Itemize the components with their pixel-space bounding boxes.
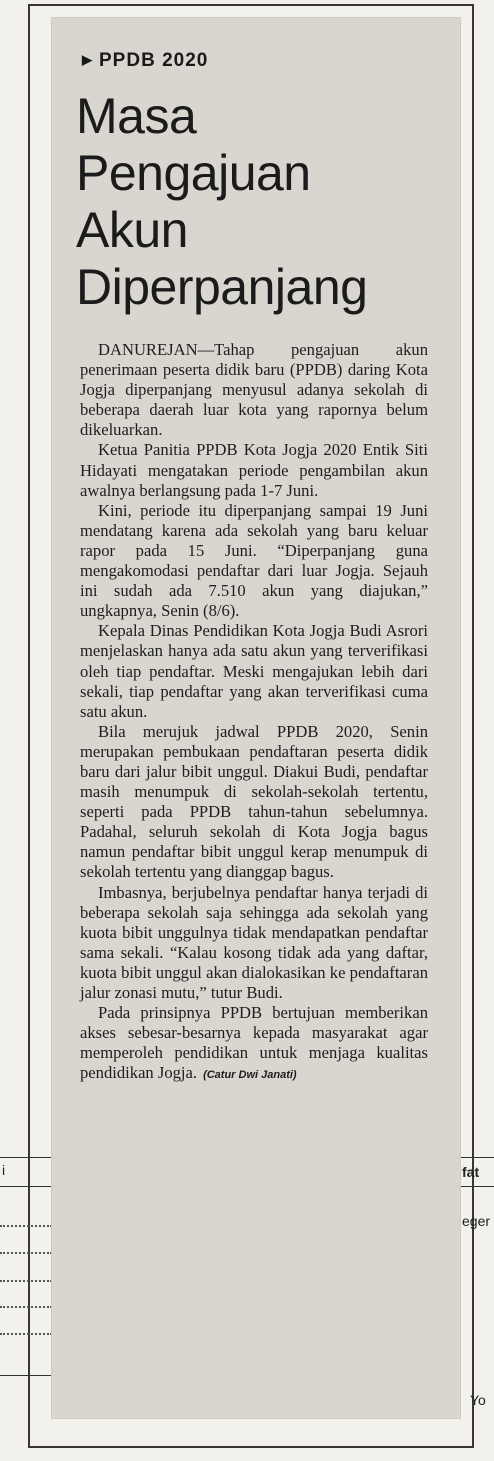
paragraph: DANUREJAN—Tahap pengajuan akun penerimaan peserta didik baru (PPDB) daring Kota Jogja diperpanjang menyusul adanya sekolah di beberapa daerah luar kota yang rapornya belum dikeluarkan.: [80, 340, 428, 440]
margin-dots: [0, 1225, 52, 1227]
paragraph-text: Pada prinsipnya PPDB bertujuan memberikan akses sebesar-besarnya kepada masyarakat agar memperoleh pendidikan untuk menjaga kualitas pendidikan Jogja.: [80, 1003, 428, 1083]
kicker-text: PPDB 2020: [99, 50, 209, 71]
article-body: [80, 340, 428, 1085]
headline: [76, 88, 456, 316]
paragraph: Kepala Dinas Pendidikan Kota Jogja Budi Asrori menjelaskan hanya ada satu akun yang terverifikasi oleh tiap pendaftar. Meski mengajukan lebih dari sekali, tiap pendaftar yang akan terverifikasi cuma satu akun.: [80, 621, 428, 721]
paragraph: [80, 1003, 428, 1085]
byline: (Catur Dwi Janati): [203, 1069, 297, 1082]
margin-rule: [0, 1375, 52, 1376]
headline-line: Akun: [76, 202, 188, 258]
paragraph: Imbasnya, berjubelnya pendaftar hanya terjadi di beberapa sekolah saja sehingga ada sekolah yang kuota bibit unggulnya tidak mendapatkan pendaftar sama sekali. “Kalau kosong tidak ada yang daftar, kuota bibit unggul akan dialokasikan ke pendaftaran jalur zonasi mutu,” tutur Budi.: [80, 882, 428, 1002]
triangle-right-icon: ▶: [82, 52, 93, 67]
paragraph: Ketua Panitia PPDB Kota Jogja 2020 Entik Siti Hidayati mengatakan periode pengambilan akun awalnya berlangsung pada 1-7 Juni.: [80, 440, 428, 500]
margin-dots: [0, 1252, 52, 1254]
margin-text-right-2: eger: [462, 1213, 491, 1229]
headline-line: Masa: [76, 88, 197, 144]
margin-dots: [0, 1280, 52, 1282]
margin-dots: [0, 1333, 52, 1335]
headline-line: Pengajuan: [76, 145, 311, 201]
paragraph: Bila merujuk jadwal PPDB 2020, Senin merupakan pembukaan pendaftaran peserta didik baru dari jalur bibit unggul. Diakui Budi, pendaftar masih menumpuk di sekolah-sekolah tertentu, seperti pada PPDB tahun-tahun sebelumnya. Padahal, seluruh sekolah di Kota Jogja bagus namun pendaftar bibit unggul kerap menumpuk di sekolah tertentu yang dianggap bagus.: [80, 721, 428, 882]
margin-text-right-1: fat: [462, 1164, 480, 1180]
margin-dots: [0, 1306, 52, 1308]
kicker: [82, 50, 208, 72]
margin-rule: [0, 1186, 52, 1187]
headline-line: Diperpanjang: [76, 259, 368, 315]
margin-rule-right: [460, 1186, 494, 1187]
margin-text-right-3: Yo: [470, 1392, 486, 1408]
paragraph: Kini, periode itu diperpanjang sampai 19 Juni mendatang karena ada sekolah yang baru keluar rapor pada 15 Juni. “Diperpanjang guna mengakomodasi pendaftar dari luar Jogja. Sejauh ini sudah ada 7.510 akun yang diajukan,” ungkapnya, Senin (8/6).: [80, 500, 428, 621]
margin-rule-right: [460, 1157, 494, 1158]
margin-rule: [0, 1157, 52, 1158]
margin-text-left: i: [2, 1162, 6, 1178]
